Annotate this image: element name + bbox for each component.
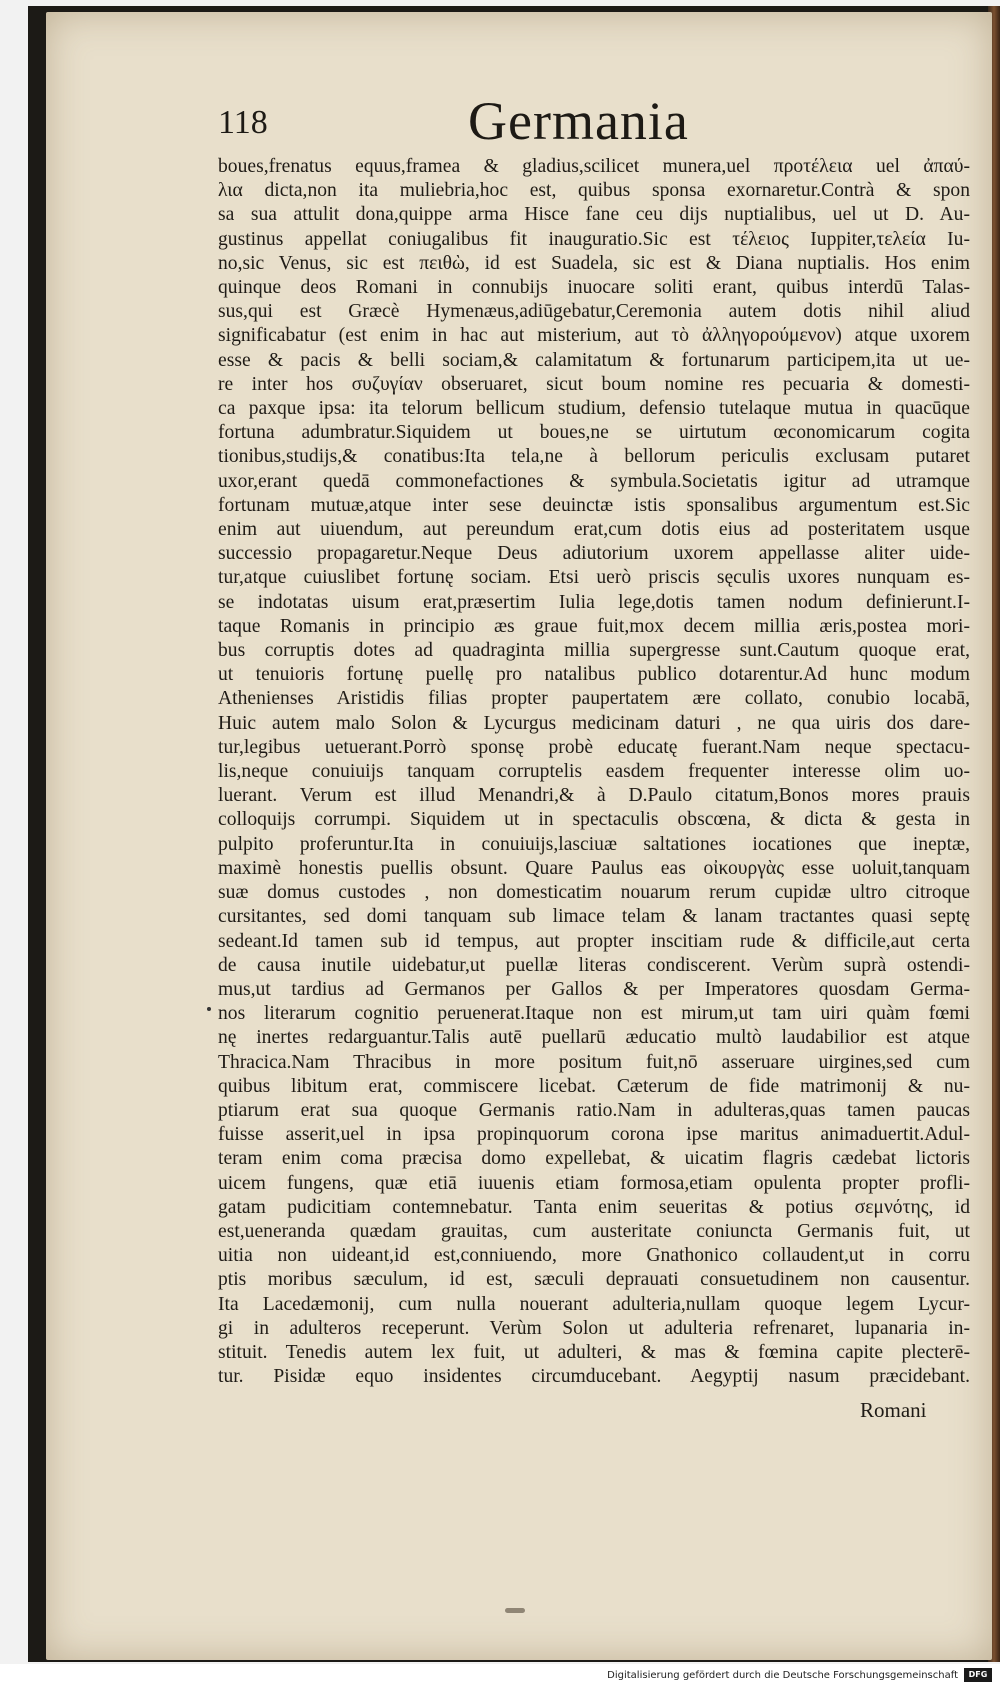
text-line: luerant. Verum est illud Menandri,& à D.Paulo citatum,Bonos mores prauis <box>218 785 970 807</box>
text-line: tur. Pisidæ equo insidentes circumducebant. Aegyptij nasum præcidebant. <box>218 1366 970 1388</box>
body-text <box>218 155 970 1389</box>
text-line: colloquijs corrumpi. Siquidem ut in spectaculis obscœna, & dicta & gesta in <box>218 809 970 831</box>
text-line: se indotatas uisum erat,præsertim Iulia lege,dotis tamen nodum definierunt.I- <box>218 591 970 613</box>
footer-bar <box>0 1664 1000 1690</box>
text-line: enim aut uiuendum, aut pereundum erat,cum dotis eius ad posteritatem usque <box>218 519 970 541</box>
text-line: fortunam mutuæ,atque inter sese deuinctæ istis sponsalibus argumentum est.Sic <box>218 494 970 516</box>
text-line: nę inertes redarguantur.Talis autē puellarū æducatio multò laudabilior est atque <box>218 1027 970 1049</box>
text-line: suæ domus custodes , non domesticatim nouarum rerum cupidæ ultro citroque <box>218 882 970 904</box>
text-line: gustinus appellat coniugalibus fit inauguratio.Sic est τέλειος Iuppiter,τελεία Iu- <box>218 228 970 250</box>
text-line: est,ueneranda quædam grauitas, cum austeritate coniuncta Germanis fuit, ut <box>218 1220 970 1242</box>
text-line: taque Romanis in principio æs graue fuit,mox decem millia æris,postea mori- <box>218 615 970 637</box>
text-line: sus,qui est Græcè Hymenæus,adiūgebatur,Ceremonia autem dotis nihil aliud <box>218 301 970 323</box>
text-line: Athenienses Aristidis filias propter paupertatem ære collato, conubio locabā, <box>218 688 970 710</box>
text-line: successio propagaretur.Neque Deus adiutorium uxorem appellasse aliter uide- <box>218 543 970 565</box>
text-line: uicem fungens, quæ etiā iuuenis etiam formosa,etiam opulenta propter profli- <box>218 1172 970 1194</box>
text-line: re inter hos συζυγίαν obseruaret, sicut boum nomine res pecuaria & domesti- <box>218 373 970 395</box>
page-smudge <box>505 1608 525 1613</box>
text-line: maximè honestis puellis obsunt. Quare Paulus eas οἰκουργὰς esse uoluit,tanquam <box>218 857 970 879</box>
text-line: pulpito proferuntur.Ita in conuiuijs,lasciuæ saltationes iocationes que ineptæ, <box>218 833 970 855</box>
text-line: Ita Lacedæmonij, cum nulla nouerant adulteria,nullam quoque legem Lycur- <box>218 1293 970 1315</box>
text-line: ptis moribus sæculum, id est, sæculi deprauati consuetudinem non causentur. <box>218 1269 970 1291</box>
text-line: quinque deos Romani in connubijs inuocare soliti erant, quibus interdū Talas- <box>218 277 970 299</box>
text-line: gatam pudicitiam contemnebatur. Tanta enim seueritas & potius σεμνότης, id <box>218 1196 970 1218</box>
text-line: de causa inutile uidebatur,ut puellæ literas condiscerent. Verùm suprà ostendi- <box>218 954 970 976</box>
text-line: sedeant.Id tamen sub id tempus, aut propter inscitiam rude & difficile,aut certa <box>218 930 970 952</box>
text-line: fuisse asserit,uel in ipsa propinquorum corona ipse maritus animaduertit.Adul- <box>218 1124 970 1146</box>
page-number: 118 <box>218 104 268 141</box>
margin-mark <box>207 1007 211 1011</box>
text-line: tur,legibus uetuerant.Porrò sponsę probè educatę fuerant.Nam neque spectacu- <box>218 736 970 758</box>
text-line: sa sua attulit dona,quippe arma Hisce fane ceu dijs nuptialibus, uel ut D. Au- <box>218 204 970 226</box>
text-line: uxor,erant quedā commonefactiones & symbula.Societatis igitur ad utramque <box>218 470 970 492</box>
text-line: tionibus,studijs,& conatibus:Ita tela,ne à bellorum periculis exclusam putaret <box>218 446 970 468</box>
text-line: no,sic Venus, sic est πειθὼ, id est Suadela, sic est & Diana nuptialis. Hos enim <box>218 252 970 274</box>
text-line: bus corruptis dotes ad quadraginta millia supergresse sunt.Cautum quoque erat, <box>218 640 970 662</box>
page-header <box>218 90 718 150</box>
text-line: ut tenuioris fortunę puellę pro natalibus publico dotarentur.Ad hunc modum <box>218 664 970 686</box>
text-line: Thracica.Nam Thracibus in more positum fuit,nō asseruare uirgines,sed cum <box>218 1051 970 1073</box>
text-line: uitia non uideant,id est,conniuendo, more Gnathonico collaudent,ut in corru <box>218 1245 970 1267</box>
text-line: mus,ut tardius ad Germanos per Gallos & per Imperatores quosdam Germa- <box>218 978 970 1000</box>
text-line: stituit. Tenedis autem lex fuit, ut adulteri, & mas & fœmina capite plecterē- <box>218 1341 970 1363</box>
catchword: Romani <box>860 1398 927 1422</box>
text-line: nos literarum cognitio peruenerat.Itaque non est mirum,ut tam uiri quàm fœmi <box>218 1003 970 1025</box>
text-line: fortuna adumbratur.Siquidem ut boues,ne se uirtutum œconomicarum cogita <box>218 422 970 444</box>
text-line: ptiarum erat sua quoque Germanis ratio.Nam in adulteras,quas tamen paucas <box>218 1099 970 1121</box>
running-title: Germania <box>468 91 689 151</box>
text-line: boues,frenatus equus,framea & gladius,scilicet munera,uel προτέλεια uel ἀπαύ- <box>218 156 970 177</box>
text-line: tur,atque cuiuslibet fortunę sociam. Etsi uerò priscis sęculis uxores nunquam es- <box>218 567 970 589</box>
text-line: quibus libitum erat, commiscere licebat. Cæterum de fide matrimonij & nu- <box>218 1075 970 1097</box>
text-line: teram enim coma præcisa domo expellebat, & uicatim flagris cædebat lictoris <box>218 1148 970 1170</box>
dfg-logo-icon: DFG <box>964 1668 992 1682</box>
text-line: lis,neque conuiuijs tanquam corruptelis easdem frequenter interesse olim uo- <box>218 761 970 783</box>
text-line: ca paxque ipsa: ita telorum bellicum studium, defensio tutelaque mutua in quacūque <box>218 398 970 420</box>
text-line: λια dicta,non ita muliebria,hoc est, quibus sponsa exornaretur.Contrà & spon <box>218 180 970 202</box>
text-line: esse & pacis & belli sociam,& calamitatum & fortunarum participem,ita ut ue- <box>218 349 970 371</box>
text-line: Huic autem malo Solon & Lycurgus medicinam daturi , ne qua uiris dos dare- <box>218 712 970 734</box>
text-line: cursitantes, sed domi tanquam sub limace telam & lanam tractantes quasi septę <box>218 906 970 928</box>
text-line: significabatur (est enim in hac aut misterium, aut τὸ ἀλληγορούμενον) atque uxorem <box>218 325 970 347</box>
text-line: gi in adulteros receperunt. Verùm Solon ut adulteria refrenaret, lupanaria in- <box>218 1317 970 1339</box>
footer-credit: Digitalisierung gefördert durch die Deutsche Forschungsgemeinschaft <box>607 1670 958 1681</box>
